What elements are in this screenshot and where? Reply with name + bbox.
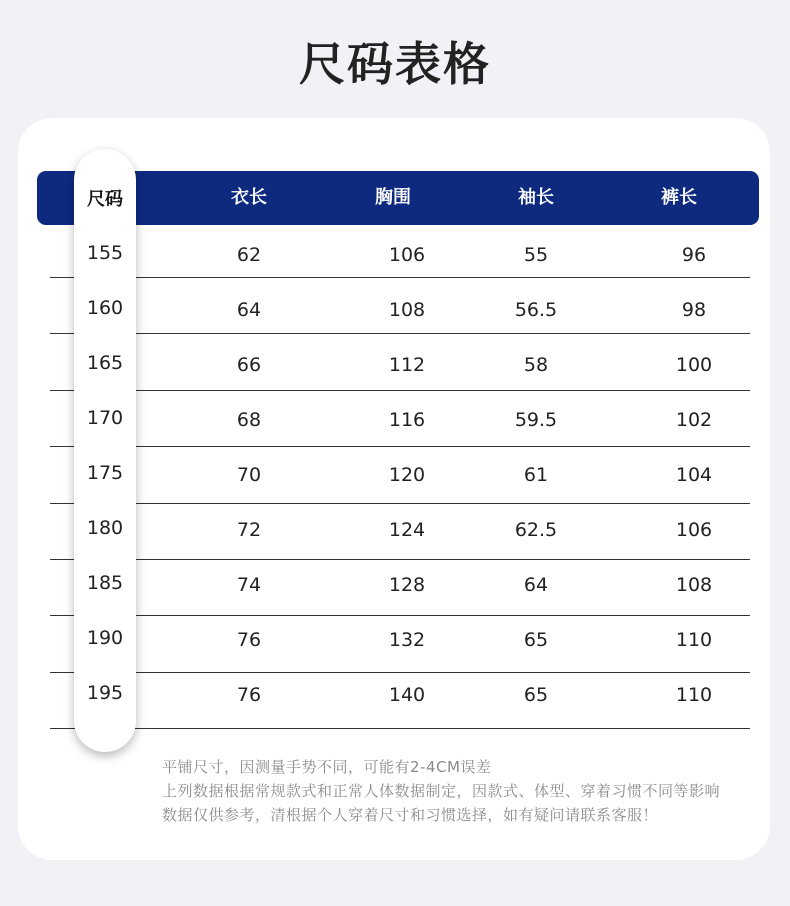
cell-length: 76 xyxy=(236,684,262,706)
row-divider xyxy=(50,672,750,673)
header-length: 衣长 xyxy=(231,187,267,208)
cell-size: 190 xyxy=(86,627,124,649)
cell-size: 160 xyxy=(86,297,124,319)
row-divider xyxy=(50,333,750,334)
row-divider xyxy=(50,446,750,447)
cell-sleeve: 64 xyxy=(523,574,549,596)
header-size: 尺码 xyxy=(87,189,123,210)
cell-pants: 96 xyxy=(681,244,707,266)
cell-chest: 140 xyxy=(388,684,426,706)
cell-size: 195 xyxy=(86,682,124,704)
cell-sleeve: 65 xyxy=(523,629,549,651)
row-divider xyxy=(50,503,750,504)
cell-pants: 106 xyxy=(675,519,713,541)
cell-chest: 108 xyxy=(388,299,426,321)
cell-chest: 128 xyxy=(388,574,426,596)
cell-sleeve: 62.5 xyxy=(514,519,558,541)
cell-size: 170 xyxy=(86,407,124,429)
cell-length: 70 xyxy=(236,464,262,486)
page-title: 尺码表格 xyxy=(299,37,491,91)
row-divider xyxy=(50,615,750,616)
cell-pants: 104 xyxy=(675,464,713,486)
cell-chest: 124 xyxy=(388,519,426,541)
header-chest: 胸围 xyxy=(375,187,411,208)
cell-pants: 98 xyxy=(681,299,707,321)
cell-length: 74 xyxy=(236,574,262,596)
cell-length: 64 xyxy=(236,299,262,321)
cell-sleeve: 58 xyxy=(523,354,549,376)
cell-length: 76 xyxy=(236,629,262,651)
cell-length: 72 xyxy=(236,519,262,541)
header-pants: 裤长 xyxy=(661,187,697,208)
cell-size: 175 xyxy=(86,462,124,484)
row-divider xyxy=(50,277,750,278)
cell-chest: 132 xyxy=(388,629,426,651)
cell-pants: 102 xyxy=(675,409,713,431)
cell-chest: 112 xyxy=(388,354,426,376)
cell-sleeve: 55 xyxy=(523,244,549,266)
note-line-2: 上列数据根据常规款式和正常人体数据制定，因款式、体型、穿着习惯不同等影响 xyxy=(162,782,721,800)
cell-size: 180 xyxy=(86,517,124,539)
row-divider xyxy=(50,390,750,391)
note-line-3: 数据仅供参考，清根据个人穿着尺寸和习惯选择，如有疑问请联系客服！ xyxy=(162,806,659,824)
cell-chest: 106 xyxy=(388,244,426,266)
row-divider xyxy=(50,728,750,729)
cell-pants: 110 xyxy=(675,629,713,651)
cell-sleeve: 56.5 xyxy=(514,299,558,321)
cell-sleeve: 61 xyxy=(523,464,549,486)
cell-chest: 116 xyxy=(388,409,426,431)
cell-size: 165 xyxy=(86,352,124,374)
cell-length: 68 xyxy=(236,409,262,431)
header-sleeve: 袖长 xyxy=(518,187,554,208)
cell-size: 155 xyxy=(86,242,124,264)
cell-sleeve: 65 xyxy=(523,684,549,706)
row-divider xyxy=(50,559,750,560)
cell-sleeve: 59.5 xyxy=(514,409,558,431)
cell-size: 185 xyxy=(86,572,124,594)
cell-length: 62 xyxy=(236,244,262,266)
note-line-1: 平铺尺寸，因测量手势不同，可能有2-4CM误差 xyxy=(162,758,492,776)
cell-length: 66 xyxy=(236,354,262,376)
cell-pants: 100 xyxy=(675,354,713,376)
cell-pants: 108 xyxy=(675,574,713,596)
cell-pants: 110 xyxy=(675,684,713,706)
cell-chest: 120 xyxy=(388,464,426,486)
